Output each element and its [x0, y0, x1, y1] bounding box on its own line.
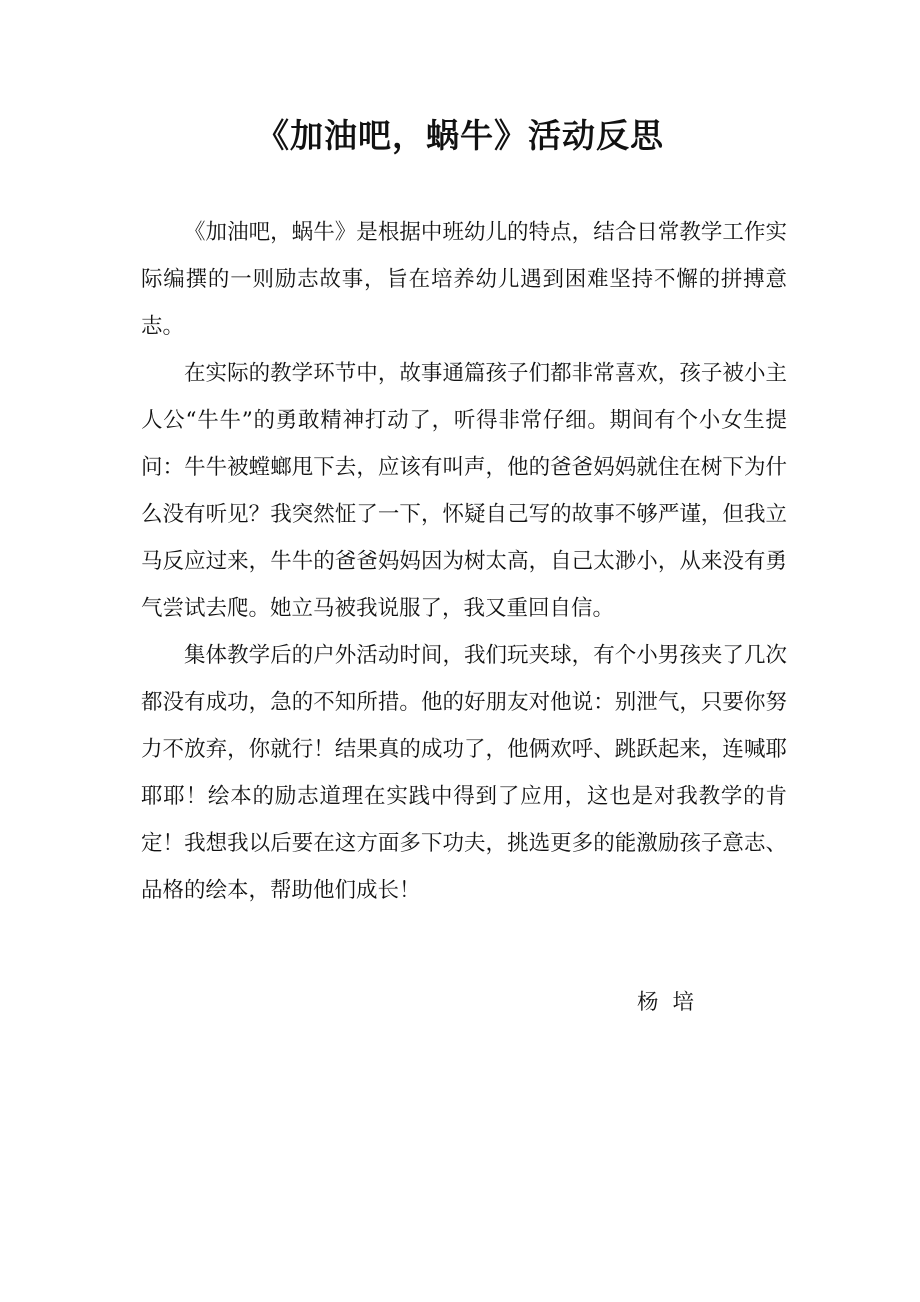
paragraph-teaching-reflection: 在实际的教学环节中，故事通篇孩子们都非常喜欢，孩子被小主人公“牛牛”的勇敢精神打动了，听得非常仔细。期间有个小女生提问：牛牛被螳螂甩下去，应该有叫声，他的爸爸妈妈就住在树下为什么没有听见？我突然怔了一下，怀疑自己写的故事不够严谨，但我立马反应过来，牛牛的爸爸妈妈因为树太高，自己太渺小，从来没有勇气尝试去爬。她立马被我说服了，我又重回自信。 [141, 361, 787, 621]
paragraph-outdoor-activity: 集体教学后的户外活动时间，我们玩夹球，有个小男孩夹了几次都没有成功，急的不知所措。他的好朋友对他说：别泄气，只要你努力不放弃，你就行！结果真的成功了，他俩欢呼、跳跃起来，连喊耶耶耶！绘本的励志道理在实践中得到了应用，这也是对我教学的肯定！我想我以后要在这方面多下功夫，挑选更多的能激励孩子意志、品格的绘本，帮助他们成长！ [141, 643, 787, 903]
document-title: 《加油吧，蜗牛》活动反思 [256, 116, 664, 155]
paragraph-intro: 《加油吧，蜗牛》是根据中班幼儿的特点，结合日常教学工作实际编撰的一则励志故事，旨在培养幼儿遇到困难坚持不懈的拼搏意志。 [141, 220, 787, 339]
author-signature: 杨培 [637, 990, 709, 1015]
document-body [141, 209, 787, 914]
